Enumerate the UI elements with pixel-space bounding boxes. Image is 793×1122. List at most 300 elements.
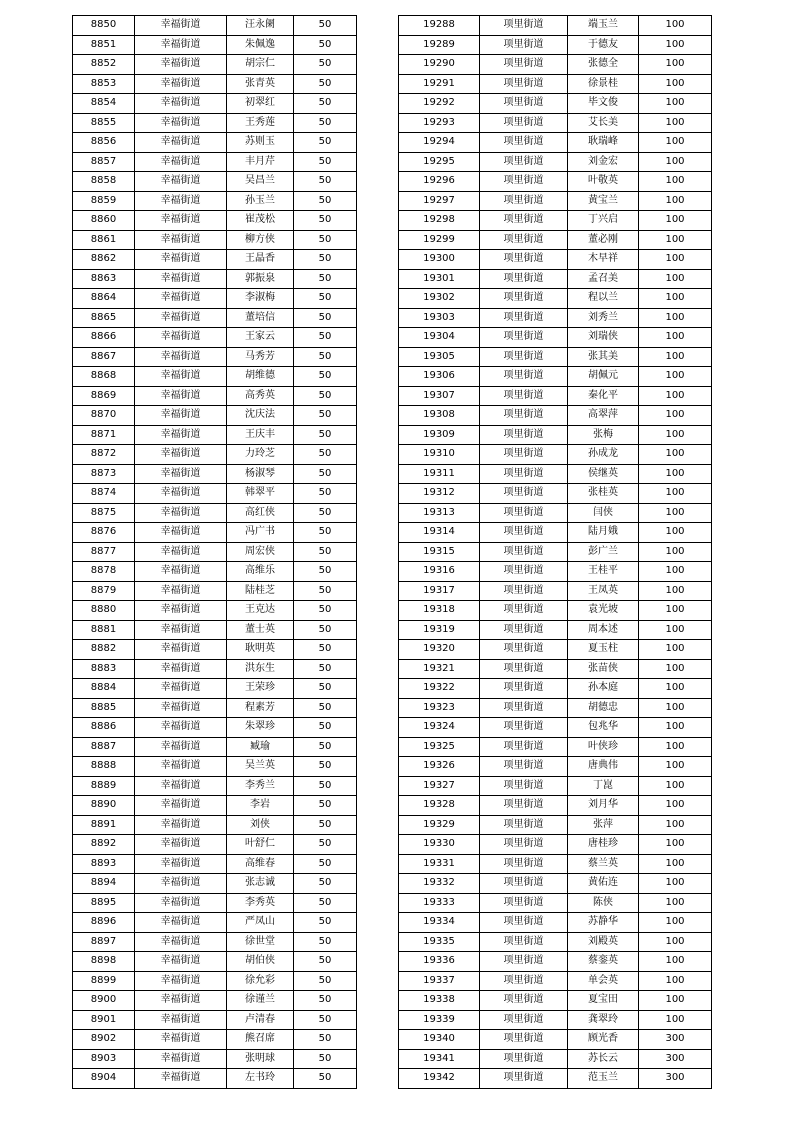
street-cell: 项里街道 xyxy=(480,113,568,133)
row-number-cell: 19302 xyxy=(399,289,480,309)
name-cell: 丁兴启 xyxy=(568,211,639,231)
table-row xyxy=(399,289,712,309)
table-row xyxy=(399,679,712,699)
amount-cell: 100 xyxy=(639,269,712,289)
name-cell: 端玉兰 xyxy=(568,16,639,36)
name-cell: 蔡銮英 xyxy=(568,952,639,972)
name-cell: 吴昌兰 xyxy=(227,172,294,192)
row-number-cell: 19297 xyxy=(399,191,480,211)
street-cell: 幸福街道 xyxy=(135,35,227,55)
table-row xyxy=(73,601,357,621)
table-row xyxy=(73,1049,357,1069)
street-cell: 幸福街道 xyxy=(135,874,227,894)
amount-cell: 100 xyxy=(639,757,712,777)
name-cell: 侯继英 xyxy=(568,464,639,484)
street-cell: 幸福街道 xyxy=(135,620,227,640)
name-cell: 王晶香 xyxy=(227,250,294,270)
table-row xyxy=(399,659,712,679)
table-row xyxy=(399,815,712,835)
row-number-cell: 8863 xyxy=(73,269,135,289)
row-number-cell: 19336 xyxy=(399,952,480,972)
street-cell: 幸福街道 xyxy=(135,1069,227,1089)
row-number-cell: 8862 xyxy=(73,250,135,270)
street-cell: 幸福街道 xyxy=(135,659,227,679)
amount-cell: 50 xyxy=(294,55,357,75)
right-roster-body xyxy=(399,16,712,1089)
street-cell: 幸福街道 xyxy=(135,367,227,387)
table-row xyxy=(399,445,712,465)
row-number-cell: 19314 xyxy=(399,523,480,543)
table-row xyxy=(399,601,712,621)
name-cell: 高维春 xyxy=(227,854,294,874)
amount-cell: 50 xyxy=(294,406,357,426)
amount-cell: 50 xyxy=(294,659,357,679)
name-cell: 吴兰英 xyxy=(227,757,294,777)
table-row xyxy=(399,328,712,348)
table-row xyxy=(399,952,712,972)
name-cell: 胡佩元 xyxy=(568,367,639,387)
table-row xyxy=(73,562,357,582)
table-row xyxy=(73,35,357,55)
row-number-cell: 19292 xyxy=(399,94,480,114)
amount-cell: 50 xyxy=(294,347,357,367)
name-cell: 苏长云 xyxy=(568,1049,639,1069)
amount-cell: 100 xyxy=(639,172,712,192)
street-cell: 幸福街道 xyxy=(135,172,227,192)
amount-cell: 50 xyxy=(294,1010,357,1030)
amount-cell: 100 xyxy=(639,289,712,309)
amount-cell: 50 xyxy=(294,16,357,36)
name-cell: 孟召美 xyxy=(568,269,639,289)
table-row xyxy=(73,133,357,153)
name-cell: 艾长美 xyxy=(568,113,639,133)
name-cell: 胡维德 xyxy=(227,367,294,387)
table-row xyxy=(399,484,712,504)
row-number-cell: 8902 xyxy=(73,1030,135,1050)
table-row xyxy=(73,757,357,777)
amount-cell: 50 xyxy=(294,698,357,718)
amount-cell: 100 xyxy=(639,250,712,270)
street-cell: 幸福街道 xyxy=(135,1030,227,1050)
street-cell: 幸福街道 xyxy=(135,796,227,816)
street-cell: 幸福街道 xyxy=(135,835,227,855)
name-cell: 李淑梅 xyxy=(227,289,294,309)
name-cell: 闫侠 xyxy=(568,503,639,523)
street-cell: 项里街道 xyxy=(480,172,568,192)
table-row xyxy=(73,932,357,952)
row-number-cell: 19341 xyxy=(399,1049,480,1069)
name-cell: 胡德忠 xyxy=(568,698,639,718)
table-row xyxy=(73,250,357,270)
row-number-cell: 19323 xyxy=(399,698,480,718)
table-row xyxy=(399,425,712,445)
amount-cell: 100 xyxy=(639,35,712,55)
street-cell: 项里街道 xyxy=(480,1030,568,1050)
amount-cell: 100 xyxy=(639,230,712,250)
street-cell: 幸福街道 xyxy=(135,737,227,757)
row-number-cell: 8866 xyxy=(73,328,135,348)
name-cell: 苏静华 xyxy=(568,913,639,933)
table-row xyxy=(73,347,357,367)
street-cell: 幸福街道 xyxy=(135,133,227,153)
amount-cell: 100 xyxy=(639,94,712,114)
street-cell: 幸福街道 xyxy=(135,308,227,328)
street-cell: 项里街道 xyxy=(480,425,568,445)
name-cell: 刘金宏 xyxy=(568,152,639,172)
table-row xyxy=(73,503,357,523)
table-row xyxy=(73,74,357,94)
street-cell: 项里街道 xyxy=(480,679,568,699)
street-cell: 幸福街道 xyxy=(135,952,227,972)
name-cell: 丁崑 xyxy=(568,776,639,796)
amount-cell: 50 xyxy=(294,445,357,465)
street-cell: 项里街道 xyxy=(480,562,568,582)
street-cell: 项里街道 xyxy=(480,737,568,757)
table-row xyxy=(73,698,357,718)
row-number-cell: 8861 xyxy=(73,230,135,250)
name-cell: 柳方侠 xyxy=(227,230,294,250)
table-row xyxy=(399,347,712,367)
row-number-cell: 19325 xyxy=(399,737,480,757)
row-number-cell: 19327 xyxy=(399,776,480,796)
name-cell: 陆桂芝 xyxy=(227,581,294,601)
name-cell: 董培信 xyxy=(227,308,294,328)
street-cell: 项里街道 xyxy=(480,152,568,172)
table-row xyxy=(399,1030,712,1050)
name-cell: 李秀兰 xyxy=(227,776,294,796)
amount-cell: 100 xyxy=(639,425,712,445)
row-number-cell: 8883 xyxy=(73,659,135,679)
name-cell: 周本述 xyxy=(568,620,639,640)
name-cell: 程以兰 xyxy=(568,289,639,309)
amount-cell: 100 xyxy=(639,1010,712,1030)
table-row xyxy=(73,815,357,835)
amount-cell: 50 xyxy=(294,952,357,972)
table-row xyxy=(73,620,357,640)
row-number-cell: 19289 xyxy=(399,35,480,55)
table-row xyxy=(399,386,712,406)
street-cell: 幸福街道 xyxy=(135,445,227,465)
row-number-cell: 19340 xyxy=(399,1030,480,1050)
name-cell: 张桂英 xyxy=(568,484,639,504)
table-row xyxy=(73,913,357,933)
row-number-cell: 8895 xyxy=(73,893,135,913)
row-number-cell: 8876 xyxy=(73,523,135,543)
amount-cell: 50 xyxy=(294,133,357,153)
left-roster-body xyxy=(73,16,357,1089)
name-cell: 袁光坡 xyxy=(568,601,639,621)
street-cell: 项里街道 xyxy=(480,874,568,894)
name-cell: 朱佩逸 xyxy=(227,35,294,55)
street-cell: 项里街道 xyxy=(480,718,568,738)
amount-cell: 50 xyxy=(294,35,357,55)
street-cell: 幸福街道 xyxy=(135,542,227,562)
name-cell: 高维乐 xyxy=(227,562,294,582)
amount-cell: 50 xyxy=(294,776,357,796)
name-cell: 杨淑琴 xyxy=(227,464,294,484)
row-number-cell: 19306 xyxy=(399,367,480,387)
amount-cell: 100 xyxy=(639,854,712,874)
row-number-cell: 8875 xyxy=(73,503,135,523)
street-cell: 幸福街道 xyxy=(135,562,227,582)
table-row xyxy=(399,913,712,933)
street-cell: 项里街道 xyxy=(480,367,568,387)
street-cell: 幸福街道 xyxy=(135,191,227,211)
name-cell: 崔茂松 xyxy=(227,211,294,231)
amount-cell: 100 xyxy=(639,445,712,465)
street-cell: 项里街道 xyxy=(480,581,568,601)
street-cell: 项里街道 xyxy=(480,893,568,913)
amount-cell: 300 xyxy=(639,1049,712,1069)
street-cell: 项里街道 xyxy=(480,542,568,562)
name-cell: 洪东生 xyxy=(227,659,294,679)
amount-cell: 50 xyxy=(294,503,357,523)
amount-cell: 50 xyxy=(294,425,357,445)
street-cell: 项里街道 xyxy=(480,211,568,231)
name-cell: 张德全 xyxy=(568,55,639,75)
row-number-cell: 19338 xyxy=(399,991,480,1011)
table-row xyxy=(399,269,712,289)
table-row xyxy=(73,542,357,562)
row-number-cell: 8850 xyxy=(73,16,135,36)
name-cell: 熊召席 xyxy=(227,1030,294,1050)
row-number-cell: 19309 xyxy=(399,425,480,445)
name-cell: 冯广书 xyxy=(227,523,294,543)
row-number-cell: 8900 xyxy=(73,991,135,1011)
row-number-cell: 8864 xyxy=(73,289,135,309)
row-number-cell: 8888 xyxy=(73,757,135,777)
table-row xyxy=(73,971,357,991)
street-cell: 幸福街道 xyxy=(135,1049,227,1069)
street-cell: 项里街道 xyxy=(480,464,568,484)
row-number-cell: 19295 xyxy=(399,152,480,172)
row-number-cell: 8871 xyxy=(73,425,135,445)
table-row xyxy=(399,835,712,855)
street-cell: 幸福街道 xyxy=(135,718,227,738)
amount-cell: 100 xyxy=(639,464,712,484)
street-cell: 项里街道 xyxy=(480,640,568,660)
table-row xyxy=(399,971,712,991)
street-cell: 幸福街道 xyxy=(135,16,227,36)
table-row xyxy=(399,172,712,192)
table-row xyxy=(399,757,712,777)
amount-cell: 100 xyxy=(639,893,712,913)
row-number-cell: 19291 xyxy=(399,74,480,94)
name-cell: 孙成龙 xyxy=(568,445,639,465)
name-cell: 卢清春 xyxy=(227,1010,294,1030)
row-number-cell: 8880 xyxy=(73,601,135,621)
name-cell: 徐允彩 xyxy=(227,971,294,991)
street-cell: 幸福街道 xyxy=(135,601,227,621)
row-number-cell: 19304 xyxy=(399,328,480,348)
amount-cell: 100 xyxy=(639,328,712,348)
name-cell: 秦化平 xyxy=(568,386,639,406)
street-cell: 幸福街道 xyxy=(135,386,227,406)
amount-cell: 100 xyxy=(639,679,712,699)
row-number-cell: 8852 xyxy=(73,55,135,75)
name-cell: 孙本庭 xyxy=(568,679,639,699)
street-cell: 项里街道 xyxy=(480,230,568,250)
street-cell: 幸福街道 xyxy=(135,503,227,523)
row-number-cell: 19318 xyxy=(399,601,480,621)
name-cell: 夏玉柱 xyxy=(568,640,639,660)
table-row xyxy=(73,308,357,328)
row-number-cell: 8859 xyxy=(73,191,135,211)
row-number-cell: 8853 xyxy=(73,74,135,94)
name-cell: 力玲芝 xyxy=(227,445,294,465)
name-cell: 陈侠 xyxy=(568,893,639,913)
amount-cell: 100 xyxy=(639,581,712,601)
table-row xyxy=(73,640,357,660)
name-cell: 徐景桂 xyxy=(568,74,639,94)
name-cell: 张梅 xyxy=(568,425,639,445)
name-cell: 刘秀兰 xyxy=(568,308,639,328)
street-cell: 项里街道 xyxy=(480,484,568,504)
street-cell: 项里街道 xyxy=(480,1010,568,1030)
table-row xyxy=(399,191,712,211)
amount-cell: 50 xyxy=(294,191,357,211)
table-row xyxy=(73,172,357,192)
table-row xyxy=(399,16,712,36)
table-row xyxy=(399,640,712,660)
row-number-cell: 8854 xyxy=(73,94,135,114)
table-row xyxy=(399,152,712,172)
street-cell: 幸福街道 xyxy=(135,74,227,94)
row-number-cell: 8873 xyxy=(73,464,135,484)
table-row xyxy=(399,932,712,952)
amount-cell: 100 xyxy=(639,737,712,757)
table-row xyxy=(73,737,357,757)
table-row xyxy=(73,484,357,504)
row-number-cell: 19303 xyxy=(399,308,480,328)
row-number-cell: 19308 xyxy=(399,406,480,426)
name-cell: 张志诚 xyxy=(227,874,294,894)
amount-cell: 50 xyxy=(294,679,357,699)
street-cell: 项里街道 xyxy=(480,815,568,835)
amount-cell: 100 xyxy=(639,620,712,640)
table-row xyxy=(73,523,357,543)
table-row xyxy=(399,503,712,523)
street-cell: 幸福街道 xyxy=(135,757,227,777)
table-row xyxy=(399,854,712,874)
table-row xyxy=(73,854,357,874)
street-cell: 幸福街道 xyxy=(135,523,227,543)
table-row xyxy=(73,893,357,913)
name-cell: 龚翠玲 xyxy=(568,1010,639,1030)
amount-cell: 50 xyxy=(294,601,357,621)
name-cell: 王荣珍 xyxy=(227,679,294,699)
street-cell: 幸福街道 xyxy=(135,425,227,445)
row-number-cell: 8856 xyxy=(73,133,135,153)
amount-cell: 100 xyxy=(639,347,712,367)
table-row xyxy=(399,308,712,328)
street-cell: 项里街道 xyxy=(480,55,568,75)
amount-cell: 100 xyxy=(639,113,712,133)
name-cell: 朱翠珍 xyxy=(227,718,294,738)
street-cell: 项里街道 xyxy=(480,1069,568,1089)
left-roster-table xyxy=(72,15,357,1089)
amount-cell: 100 xyxy=(639,815,712,835)
amount-cell: 50 xyxy=(294,991,357,1011)
street-cell: 幸福街道 xyxy=(135,913,227,933)
table-row xyxy=(73,718,357,738)
row-number-cell: 8901 xyxy=(73,1010,135,1030)
name-cell: 丰月芹 xyxy=(227,152,294,172)
amount-cell: 50 xyxy=(294,640,357,660)
row-number-cell: 19294 xyxy=(399,133,480,153)
street-cell: 幸福街道 xyxy=(135,815,227,835)
row-number-cell: 19315 xyxy=(399,542,480,562)
row-number-cell: 8894 xyxy=(73,874,135,894)
row-number-cell: 8882 xyxy=(73,640,135,660)
amount-cell: 100 xyxy=(639,503,712,523)
row-number-cell: 8860 xyxy=(73,211,135,231)
amount-cell: 50 xyxy=(294,835,357,855)
name-cell: 马秀芳 xyxy=(227,347,294,367)
table-row xyxy=(73,367,357,387)
name-cell: 彭广兰 xyxy=(568,542,639,562)
street-cell: 项里街道 xyxy=(480,913,568,933)
amount-cell: 50 xyxy=(294,94,357,114)
amount-cell: 300 xyxy=(639,1069,712,1089)
table-row xyxy=(73,55,357,75)
table-row xyxy=(73,835,357,855)
amount-cell: 100 xyxy=(639,718,712,738)
table-row xyxy=(73,328,357,348)
name-cell: 蔡兰英 xyxy=(568,854,639,874)
table-row xyxy=(399,211,712,231)
name-cell: 韩翠平 xyxy=(227,484,294,504)
table-row xyxy=(73,113,357,133)
street-cell: 幸福街道 xyxy=(135,406,227,426)
street-cell: 项里街道 xyxy=(480,94,568,114)
row-number-cell: 8890 xyxy=(73,796,135,816)
amount-cell: 100 xyxy=(639,640,712,660)
amount-cell: 50 xyxy=(294,542,357,562)
amount-cell: 50 xyxy=(294,328,357,348)
amount-cell: 50 xyxy=(294,1049,357,1069)
name-cell: 李岩 xyxy=(227,796,294,816)
name-cell: 刘侠 xyxy=(227,815,294,835)
amount-cell: 50 xyxy=(294,971,357,991)
table-row xyxy=(399,55,712,75)
table-row xyxy=(399,250,712,270)
row-number-cell: 19328 xyxy=(399,796,480,816)
amount-cell: 100 xyxy=(639,796,712,816)
row-number-cell: 8903 xyxy=(73,1049,135,1069)
table-row xyxy=(399,1010,712,1030)
amount-cell: 100 xyxy=(639,367,712,387)
name-cell: 张其美 xyxy=(568,347,639,367)
name-cell: 董必刚 xyxy=(568,230,639,250)
amount-cell: 50 xyxy=(294,1069,357,1089)
name-cell: 初翠红 xyxy=(227,94,294,114)
name-cell: 王秀莲 xyxy=(227,113,294,133)
amount-cell: 100 xyxy=(639,835,712,855)
name-cell: 张萍 xyxy=(568,815,639,835)
table-row xyxy=(73,211,357,231)
row-number-cell: 8891 xyxy=(73,815,135,835)
amount-cell: 100 xyxy=(639,133,712,153)
street-cell: 项里街道 xyxy=(480,74,568,94)
row-number-cell: 19299 xyxy=(399,230,480,250)
row-number-cell: 19319 xyxy=(399,620,480,640)
amount-cell: 50 xyxy=(294,1030,357,1050)
street-cell: 项里街道 xyxy=(480,659,568,679)
row-number-cell: 19335 xyxy=(399,932,480,952)
name-cell: 黄宝兰 xyxy=(568,191,639,211)
name-cell: 董士英 xyxy=(227,620,294,640)
